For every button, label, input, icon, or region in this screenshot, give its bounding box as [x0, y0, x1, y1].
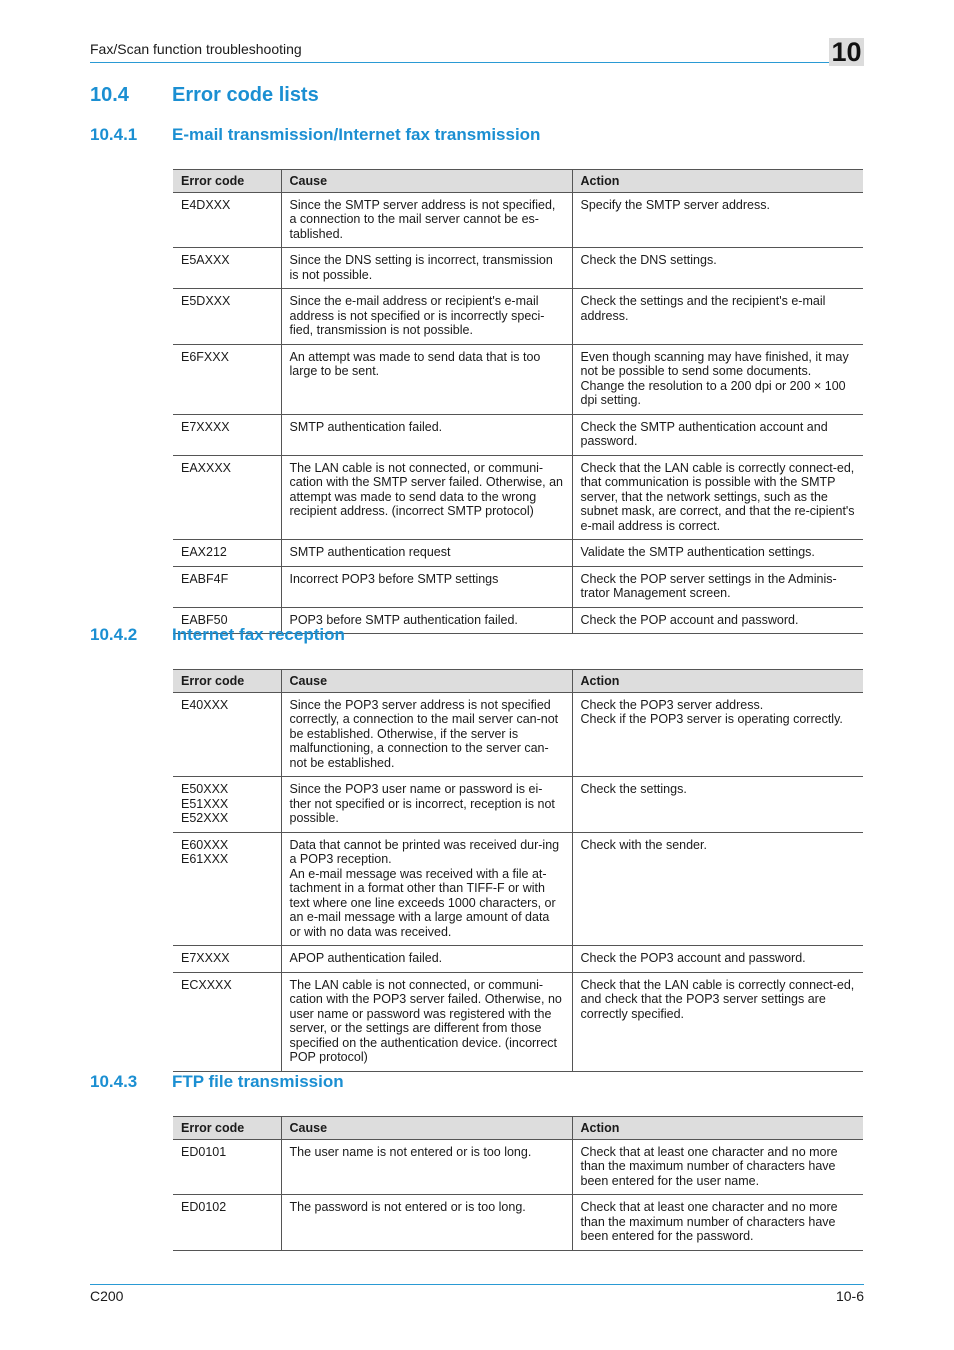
footer-divider	[90, 1284, 864, 1285]
error-code-cell: E4DXXX	[173, 192, 281, 248]
cause-cell: Incorrect POP3 before SMTP settings	[281, 566, 572, 607]
error-code-cell: EABF50	[173, 607, 281, 634]
subsection-number: 10.4.3	[90, 1072, 138, 1091]
cause-cell: Since the e-mail address or recipient's e-mail address is not specified or is incorrectly speci-fied, transmission is not possible.	[281, 289, 572, 345]
error-code-cell: E5AXXX	[173, 248, 281, 289]
cause-cell: Since the DNS setting is incorrect, transmission is not possible.	[281, 248, 572, 289]
column-header-action: Action	[572, 170, 863, 193]
action-cell: Validate the SMTP authentication settings.	[572, 540, 863, 567]
error-code-cell: E5DXXX	[173, 289, 281, 345]
column-header-cause: Cause	[281, 670, 572, 693]
column-header-action: Action	[572, 1117, 863, 1140]
action-cell: Check the DNS settings.	[572, 248, 863, 289]
page-header-title: Fax/Scan function troubleshooting	[90, 41, 302, 57]
table-row	[173, 1139, 863, 1195]
error-table-ifax-reception	[173, 669, 863, 1072]
footer-page-number: 10-6	[835, 1288, 864, 1304]
error-code-cell: ECXXXX	[173, 972, 281, 1071]
cause-cell: The LAN cable is not connected, or communi-cation with the SMTP server failed. Otherwise, an attempt was made to send data to the wrong recipient address. (incorrect SMTP protocol)	[281, 455, 572, 540]
subsection-number: 10.4.1	[90, 125, 138, 144]
error-table-email	[173, 169, 863, 634]
cause-cell: POP3 before SMTP authentication failed.	[281, 607, 572, 634]
table-row	[173, 692, 863, 777]
table-row	[173, 832, 863, 946]
table-row	[173, 248, 863, 289]
subsection-title: E-mail transmission/Internet fax transmission	[172, 125, 541, 144]
action-cell: Check that at least one character and no more than the maximum number of characters have been entered for the password.	[572, 1195, 863, 1251]
table-row	[173, 777, 863, 833]
subsection-title: Internet fax reception	[172, 625, 345, 644]
action-cell: Check the POP server settings in the Adminis-trator Management screen.	[572, 566, 863, 607]
table-row	[173, 192, 863, 248]
column-header-action: Action	[572, 670, 863, 693]
footer-model: C200	[90, 1288, 124, 1304]
table-row	[173, 455, 863, 540]
subsection-number: 10.4.2	[90, 625, 138, 644]
section-number: 10.4	[90, 84, 129, 106]
table-row	[173, 972, 863, 1071]
action-cell: Check the POP3 account and password.	[572, 946, 863, 973]
error-code-cell: E7XXXX	[173, 946, 281, 973]
action-cell: Even though scanning may have finished, it may not be possible to send some documents. Change the resolution to a 200 dpi or 200 × 100 dpi setting.	[572, 344, 863, 414]
action-cell: Check the POP account and password.	[572, 607, 863, 634]
subsection-heading-ftp	[90, 1072, 344, 1092]
table-row	[173, 1195, 863, 1251]
cause-cell: SMTP authentication request	[281, 540, 572, 567]
error-code-cell: EAXXXX	[173, 455, 281, 540]
action-cell: Check the settings.	[572, 777, 863, 833]
action-cell: Check that at least one character and no more than the maximum number of characters have been entered for the user name.	[572, 1139, 863, 1195]
error-code-cell: E6FXXX	[173, 344, 281, 414]
action-cell: Check the settings and the recipient's e-mail address.	[572, 289, 863, 345]
table-row	[173, 414, 863, 455]
chapter-number-badge: 10	[829, 38, 864, 66]
cause-cell: The password is not entered or is too long.	[281, 1195, 572, 1251]
table-row	[173, 344, 863, 414]
column-header-error-code: Error code	[173, 170, 281, 193]
cause-cell: Since the POP3 user name or password is ei-ther not specified or is incorrect, reception is not possible.	[281, 777, 572, 833]
table-row	[173, 540, 863, 567]
column-header-error-code: Error code	[173, 670, 281, 693]
column-header-cause: Cause	[281, 1117, 572, 1140]
action-cell: Specify the SMTP server address.	[572, 192, 863, 248]
action-cell: Check the POP3 server address. Check if the POP3 server is operating correctly.	[572, 692, 863, 777]
action-cell: Check that the LAN cable is correctly connect-ed, and check that the POP3 server settings are correctly specified.	[572, 972, 863, 1071]
cause-cell: Since the SMTP server address is not specified, a connection to the mail server cannot be es-tablished.	[281, 192, 572, 248]
cause-cell: The user name is not entered or is too long.	[281, 1139, 572, 1195]
table-row	[173, 289, 863, 345]
error-code-cell: E60XXX E61XXX	[173, 832, 281, 946]
error-code-cell: E7XXXX	[173, 414, 281, 455]
cause-cell: Since the POP3 server address is not specified correctly, a connection to the mail server can-not be established. Otherwise, if the server is malfunctioning, a connection to the server can-not be established.	[281, 692, 572, 777]
error-code-cell: EAX212	[173, 540, 281, 567]
section-title: Error code lists	[172, 84, 319, 106]
action-cell: Check with the sender.	[572, 832, 863, 946]
cause-cell: Data that cannot be printed was received dur-ing a POP3 reception. An e-mail message was received with a file at-tachment in a format other than TIFF-F or with text where one line exceeds 1000 characters, or an e-mail message with a large amount of data or with no data was received.	[281, 832, 572, 946]
subsection-heading-email	[90, 125, 540, 145]
error-code-cell: ED0101	[173, 1139, 281, 1195]
cause-cell: APOP authentication failed.	[281, 946, 572, 973]
column-header-error-code: Error code	[173, 1117, 281, 1140]
table-row	[173, 566, 863, 607]
subsection-heading-ifax-reception	[90, 625, 345, 645]
table-row	[173, 946, 863, 973]
error-code-cell: ED0102	[173, 1195, 281, 1251]
cause-cell: SMTP authentication failed.	[281, 414, 572, 455]
section-heading	[90, 84, 319, 107]
error-code-cell: E40XXX	[173, 692, 281, 777]
header-divider	[90, 62, 864, 63]
cause-cell: The LAN cable is not connected, or communi-cation with the POP3 server failed. Otherwise, no user name or password was registered with the server, or the settings are different from those specified on the authentication device. (incorrect POP protocol)	[281, 972, 572, 1071]
action-cell: Check that the LAN cable is correctly connect-ed, that communication is possible with the SMTP server, that the network settings, such as the subnet mask, are correct, and that the re-cipient's e-mail address is correct.	[572, 455, 863, 540]
cause-cell: An attempt was made to send data that is too large to be sent.	[281, 344, 572, 414]
error-table-ftp	[173, 1116, 863, 1251]
column-header-cause: Cause	[281, 170, 572, 193]
error-code-cell: E50XXX E51XXX E52XXX	[173, 777, 281, 833]
subsection-title: FTP file transmission	[172, 1072, 344, 1091]
error-code-cell: EABF4F	[173, 566, 281, 607]
action-cell: Check the SMTP authentication account and password.	[572, 414, 863, 455]
